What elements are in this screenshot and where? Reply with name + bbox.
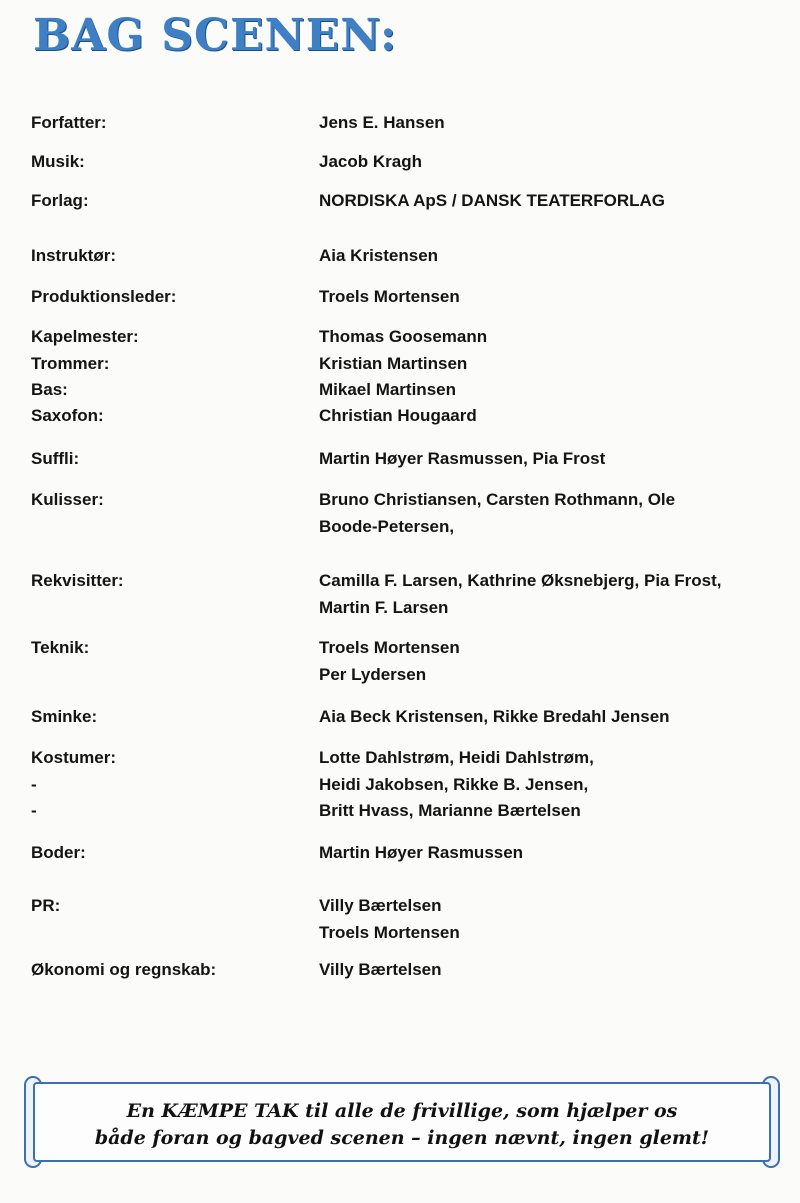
credit-names	[319, 243, 789, 270]
credit-role: Sminke:	[31, 707, 98, 726]
credit-name: Thomas Goosemann	[319, 327, 488, 346]
credit-names	[319, 351, 789, 378]
credit-name: Troels Mortensen	[319, 922, 460, 942]
credit-role: Produktionsleder:	[31, 287, 177, 306]
credit-name: Britt Hvass, Marianne Bærtelsen	[319, 801, 581, 820]
credit-name: Boode-Petersen,	[319, 516, 455, 536]
credit-role: Kulisser:	[31, 490, 104, 509]
banner-text	[33, 1098, 771, 1152]
credit-role: Kostumer:	[31, 748, 117, 767]
credit-name: Christian Hougaard	[319, 406, 477, 425]
credit-name: Lotte Dahlstrøm, Heidi Dahlstrøm,	[319, 748, 594, 767]
credit-name: Troels Mortensen	[319, 287, 460, 306]
credit-names	[319, 745, 789, 825]
credit-name: Heidi Jakobsen, Rikke B. Jensen,	[319, 774, 589, 794]
credit-name: Troels Mortensen	[319, 638, 460, 657]
credit-role: Rekvisitter:	[31, 571, 124, 590]
credit-name: Kristian Martinsen	[319, 354, 468, 373]
credit-role: PR:	[31, 896, 61, 915]
credit-role: Musik:	[31, 152, 85, 171]
credit-names	[319, 840, 789, 867]
credit-name: Villy Bærtelsen	[319, 960, 442, 979]
credit-name: Per Lydersen	[319, 664, 427, 684]
credit-names	[319, 377, 789, 404]
credit-role: Boder:	[31, 843, 86, 862]
credit-names	[319, 149, 789, 176]
credit-names	[319, 487, 789, 540]
credit-names	[319, 110, 789, 137]
credit-names	[319, 403, 789, 430]
credit-names	[319, 446, 789, 473]
credit-role: Forlag:	[31, 191, 89, 210]
credit-role: Økonomi og regnskab:	[31, 960, 217, 979]
credit-name: Jens E. Hansen	[319, 113, 445, 132]
credit-name: Villy Bærtelsen	[319, 896, 442, 915]
credit-names	[319, 704, 789, 731]
credit-names	[319, 635, 789, 688]
credit-name: Jacob Kragh	[319, 152, 422, 171]
credit-name: Martin F. Larsen	[319, 597, 449, 617]
credit-names	[319, 188, 789, 215]
credit-name: NORDISKA ApS / DANSK TEATERFORLAG	[319, 191, 665, 210]
credit-role: Saxofon:	[31, 406, 104, 425]
continuation-dash: -	[31, 774, 37, 794]
credit-role: Instruktør:	[31, 246, 116, 265]
credit-name: Bruno Christiansen, Carsten Rothmann, Ole	[319, 490, 676, 509]
credit-names	[319, 568, 789, 621]
credit-name: Martin Høyer Rasmussen	[319, 843, 524, 862]
banner-line: både foran og bagved scenen – ingen nævnt, ingen glemt!	[94, 1127, 710, 1149]
page-title: BAG SCENEN:	[33, 10, 398, 61]
credit-name: Camilla F. Larsen, Kathrine Øksnebjerg, Pia Frost,	[319, 571, 722, 590]
credit-role: Teknik:	[31, 638, 90, 657]
credit-name: Aia Kristensen	[319, 246, 439, 265]
credit-role: Kapelmester:	[31, 327, 139, 346]
credit-role: Forfatter:	[31, 113, 107, 132]
credit-role: Bas:	[31, 380, 68, 399]
credit-names	[319, 324, 789, 351]
credit-role: Suffli:	[31, 449, 80, 468]
banner-line: En KÆMPE TAK til alle de frivillige, som hjælper os	[126, 1100, 678, 1122]
credit-name: Aia Beck Kristensen, Rikke Bredahl Jensen	[319, 707, 670, 726]
credit-names	[319, 957, 789, 984]
credit-name: Martin Høyer Rasmussen, Pia Frost	[319, 449, 606, 468]
credit-role: Trommer:	[31, 354, 110, 373]
credit-names	[319, 893, 789, 946]
continuation-dash: -	[31, 801, 37, 820]
credit-names	[319, 284, 789, 311]
credit-name: Mikael Martinsen	[319, 380, 456, 399]
